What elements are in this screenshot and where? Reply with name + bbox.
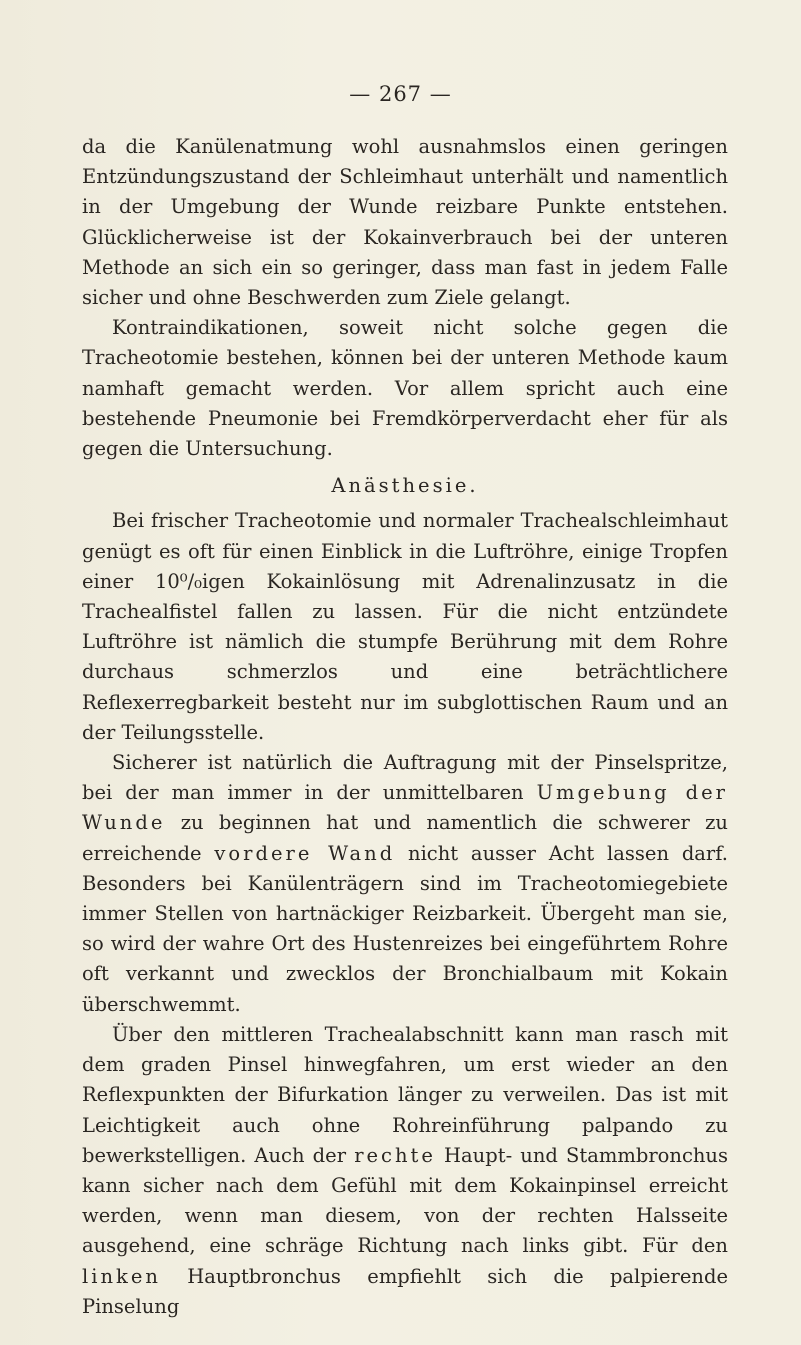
paragraph-2: Kontraindikationen, soweit nicht solche gegen die Tracheotomie bestehen, können bei der unteren Methode kaum namhaft gemacht werden. Vor allem spricht auch eine bestehende Pneumonie bei Fremdkörperverdacht eher für als gegen die Untersuchung.	[82, 316, 728, 461]
section-heading: Anästhesie.	[331, 474, 479, 498]
paragraph-1: da die Kanülenatmung wohl ausnahmslos einen geringen Entzündungszustand der Schleimhaut unterhält und namentlich in der Umgebung der Wunde reizbare Punkte entstehen. Glücklicherweise ist der Kokainverbrauch bei der unteren Methode an sich ein so geringer, dass man fast in jedem Falle sicher und ohne Beschwerden zum Ziele gelangt.	[82, 135, 728, 310]
paragraph-4-emphasis-1: Umgebung der Wunde	[82, 781, 728, 835]
paragraph-5-emphasis-1: rechte	[354, 1143, 436, 1167]
paragraph-4	[82, 748, 728, 1020]
paragraph-5-emphasis-2: linken	[82, 1264, 161, 1288]
paragraph-5-text-3: Hauptbronchus empfiehlt sich die palpierende Pinselung	[82, 1264, 728, 1318]
body-text	[82, 132, 728, 1322]
paragraph-4-text-1: Sicherer ist natürlich die Auftragung mit der Pinselspritze, bei der man immer in der unmittelbaren	[82, 751, 728, 805]
page-number: — 267 —	[349, 82, 452, 106]
paragraph-5-text-2: Haupt- und Stammbronchus kann sicher nach dem Gefühl mit dem Kokainpinsel erreicht werden, wenn man diesem, von der rechten Halsseite ausgehend, eine schräge Richtung nach links gibt. Für den	[82, 1143, 729, 1258]
paragraph-4-emphasis-2: vordere Wand	[214, 841, 396, 865]
paragraph-4-text-3: nicht ausser Acht lassen darf. Besonders bei Kanülenträgern sind im Tracheotomiegebiete immer Stellen von hartnäckiger Reizbarkeit. Übergeht man sie, so wird der wahre Ort des Hustenreizes bei eingeführtem Rohre oft verkannt und zwecklos der Bronchialbaum mit Kokain überschwemmt.	[82, 841, 728, 1016]
paragraph-5	[82, 1020, 728, 1322]
paragraph-4-text-2: zu beginnen hat und namentlich die schwerer zu erreichende	[82, 811, 728, 865]
paragraph-5-text-1: Über den mittleren Trachealabschnitt kann man rasch mit dem graden Pinsel hinwegfahren, um erst wieder an den Reflexpunkten der Bifurkation länger zu verweilen. Das ist mit Leichtigkeit auch ohne Rohreinführung palpando zu bewerkstelligen. Auch der	[82, 1022, 728, 1167]
paragraph-3: Bei frischer Tracheotomie und normaler Trachealschleimhaut genügt es oft für einen Einblick in die Luftröhre, einige Tropfen einer 10⁰/₀igen Kokainlösung mit Adrenalinzusatz in die Trachealfistel fallen zu lassen. Für die nicht entzündete Luftröhre ist nämlich die stumpfe Berührung mit dem Rohre durchaus schmerzlos und eine beträchtlichere Reflexerregbarkeit besteht nur im subglottischen Raum und an der Teilungsstelle.	[82, 509, 728, 744]
